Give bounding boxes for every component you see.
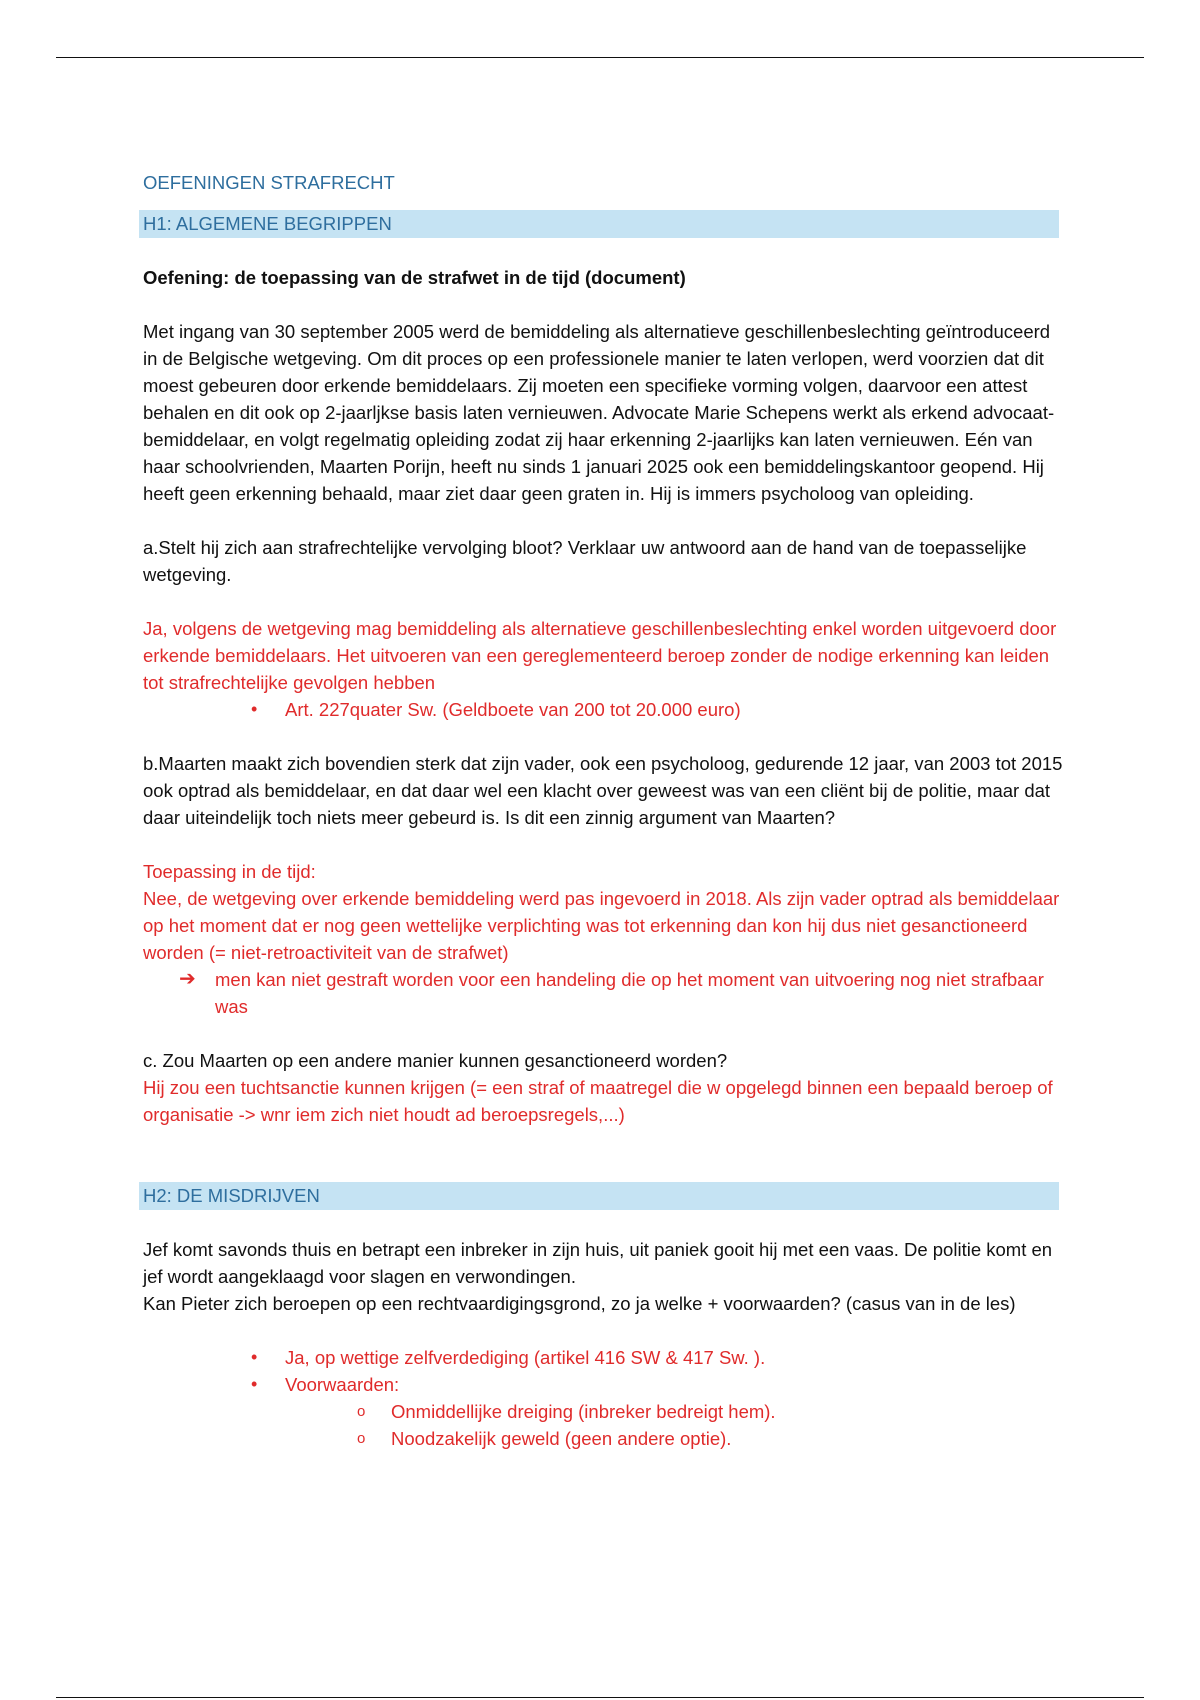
answer-a-list — [143, 696, 1063, 723]
question-b: b.Maarten maakt zich bovendien sterk dat zijn vader, ook een psycholoog, gedurende 12 jaar, van 2003 tot 2015 ook optrad als bemiddelaar, en dat daar wel een klacht over geweest was van een cliënt bij de politie, maar dat daar uiteindelijk toch niets meer gebeurd is. Is dit een zinnig argument van Maarten? — [143, 753, 1063, 828]
answer-c: Hij zou een tuchtsanctie kunnen krijgen (= een straf of maatregel die w opgelegd binnen een bepaald beroep of organisatie -> wnr iem zich niet houdt ad beroepsregels,...) — [143, 1077, 1053, 1125]
h2-answer-bullet-1: • Ja, op wettige zelfverdediging (artikel 416 SW & 417 Sw. ). — [251, 1344, 1063, 1371]
case-question: Kan Pieter zich beroepen op een rechtvaardigingsgrond, zo ja welke + voorwaarden? (casus van in de les) — [143, 1293, 1016, 1314]
answer-b: Nee, de wetgeving over erkende bemiddeling werd pas ingevoerd in 2018. Als zijn vader optrad als bemiddelaar op het moment dat er nog geen wettelijke verplichting was tot erkenning dan kon hij dus niet gesanctioneerd worden (= niet-retroactiviteit van de strafwet) — [143, 888, 1060, 963]
document-body — [143, 170, 1063, 1452]
section-heading-h1: H1: ALGEMENE BEGRIPPEN — [139, 210, 1059, 238]
answer-b-label: Toepassing in de tijd: — [143, 861, 316, 882]
h2-conditions-label: Voorwaarden: — [285, 1374, 400, 1395]
question-c: c. Zou Maarten op een andere manier kunnen gesanctioneerd worden? — [143, 1050, 728, 1071]
arrow-right-icon: ➔ — [179, 968, 196, 990]
section-heading-h2: H2: DE MISDRIJVEN — [139, 1182, 1059, 1210]
answer-b-arrow-item — [143, 966, 1063, 1020]
h2-conditions-list — [285, 1398, 1063, 1452]
h2-answer-list — [143, 1344, 1063, 1452]
h2-condition-2: o Noodzakelijk geweld (geen andere optie). — [357, 1425, 1063, 1452]
intro-paragraph: Met ingang van 30 september 2005 werd de bemiddeling als alternatieve geschillenbeslechting geïntroduceerd in de Belgische wetgeving. Om dit proces op een professionele manier te laten verlopen, werd voorzien dat dit moest gebeuren door erkende bemiddelaars. Zij moeten een specifieke vorming volgen, daarvoor een attest behalen en dit ook op 2-jaarljkse basis laten vernieuwen. Advocate Marie Schepens werkt als erkend advocaat-bemiddelaar, en volgt regelmatig opleiding zodat zij haar erkenning 2-jaarlijks kan laten vernieuwen. Eén van haar schoolvrienden, Maarten Porijn, heeft nu sinds 1 januari 2025 ook een bemiddelingskantoor geopend. Hij heeft geen erkenning behaald, maar ziet daar geen graten in. Hij is immers psycholoog van opleiding. — [143, 321, 1055, 504]
answer-a-bullet: • Art. 227quater Sw. (Geldboete van 200 tot 20.000 euro) — [251, 696, 1063, 723]
exercise-heading: Oefening: de toepassing van de strafwet in de tijd (document) — [143, 267, 686, 288]
h2-condition-1: o Onmiddellijke dreiging (inbreker bedreigt hem). — [357, 1398, 1063, 1425]
answer-a: Ja, volgens de wetgeving mag bemiddeling als alternatieve geschillenbeslechting enkel worden uitgevoerd door erkende bemiddelaars. Het uitvoeren van een gereglementeerd beroep zonder de nodige erkenning kan leiden tot strafrechtelijke gevolgen hebben — [143, 618, 1057, 693]
h2-answer-bullet-2 — [251, 1371, 1063, 1452]
footer-rule — [56, 1697, 1144, 1698]
header-rule — [56, 57, 1144, 58]
question-a: a.Stelt hij zich aan strafrechtelijke vervolging bloot? Verklaar uw antwoord aan de hand van de toepasselijke wetgeving. — [143, 537, 1027, 585]
document-title: OEFENINGEN STRAFRECHT — [143, 172, 395, 193]
answer-b-arrow-text: men kan niet gestraft worden voor een handeling die op het moment van uitvoering nog niet strafbaar was — [215, 969, 1044, 1017]
case-paragraph: Jef komt savonds thuis en betrapt een inbreker in zijn huis, uit paniek gooit hij met een vaas. De politie komt en jef wordt aangeklaagd voor slagen en verwondingen. — [143, 1239, 1053, 1287]
